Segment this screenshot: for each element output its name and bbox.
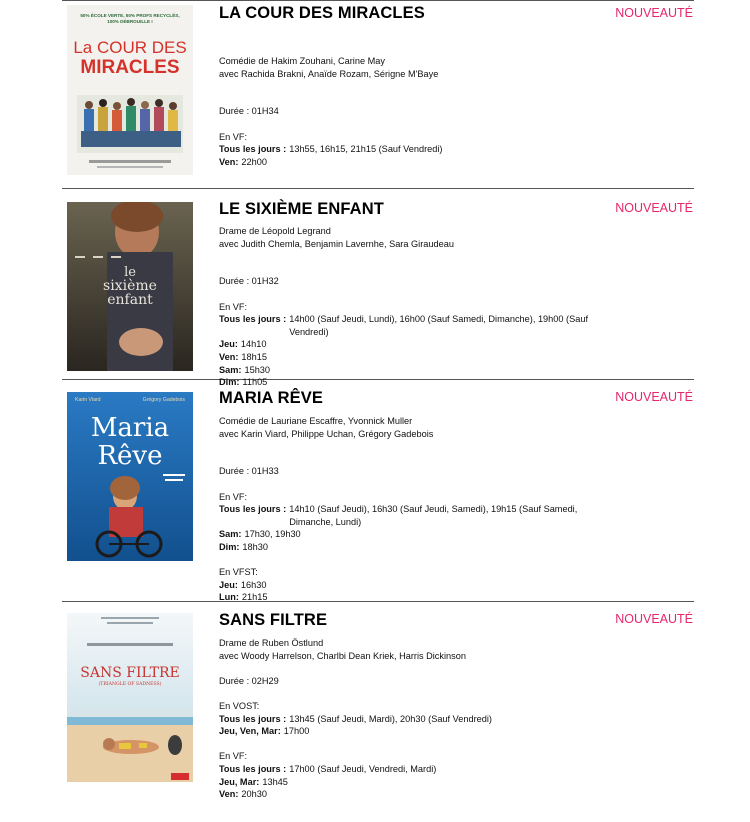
showtime-line [219, 376, 649, 389]
showtime-days: Ven: [219, 789, 239, 800]
poster-credit: Karin Viard [75, 397, 101, 403]
new-release-badge: NOUVEAUTÉ [615, 390, 693, 404]
poster-title-line1: SANS FILTRE [80, 665, 180, 681]
duration: Durée : 01H33 [219, 466, 279, 477]
showtime-days: Ven: [219, 156, 239, 167]
showtime-times: 14h10 (Sauf Jeudi), 16h30 (Sauf Jeudi, Samedi), 19h15 (Sauf Samedi, Dimanche, Lundi) [289, 504, 578, 527]
showtime-times: 18h15 [241, 351, 267, 362]
film-title: SANS FILTRE [219, 611, 328, 629]
duration: Durée : 01H32 [219, 276, 279, 287]
showtime-times: 13h45 [262, 776, 288, 787]
showtime-times: 22h00 [241, 156, 267, 167]
duration: Durée : 01H34 [219, 106, 279, 117]
version-label: En VOST: [219, 700, 260, 711]
svg-text:50% ÉCOLE VERTE, 50% PROFS REC: 50% ÉCOLE VERTE, 50% PROFS RECYCLÉS, [80, 13, 180, 18]
showtime-times: 13h55, 16h15, 21h15 (Sauf Vendredi) [289, 144, 443, 155]
showtime-days: Ven: [219, 351, 239, 362]
genre-director: Comédie de Hakim Zouhani, Carine May [219, 56, 385, 66]
showtime-line [219, 763, 649, 776]
film-title: LA COUR DES MIRACLES [219, 4, 425, 22]
showtime-times: 14h00 (Sauf Jeudi, Lundi), 16h00 (Sauf Samedi, Dimanche), 19h00 (Sauf Vendredi) [289, 314, 589, 337]
film-poster[interactable] [67, 613, 193, 782]
cast: avec Karin Viard, Philippe Uchan, Grégory Gadebois [219, 428, 434, 439]
showtime-line [219, 528, 649, 541]
new-release-badge: NOUVEAUTÉ [615, 6, 693, 20]
film-title: LE SIXIÈME ENFANT [219, 200, 384, 218]
showtime-days: Dim: [219, 377, 240, 388]
showtime-line [219, 313, 629, 338]
version-label: En VF: [219, 131, 248, 142]
film-info [219, 637, 649, 801]
showtime-times: 11h05 [242, 377, 268, 388]
showtime-times: 17h00 [283, 726, 310, 737]
showtime-line [219, 788, 649, 801]
film-title: MARIA RÊVE [219, 389, 323, 407]
showtime-line [219, 713, 649, 726]
showtime-times: 16h30 [240, 579, 267, 590]
showtime-days: Jeu, Ven, Mar: [219, 726, 281, 737]
poster-title-line1: La COUR DES [73, 38, 187, 57]
duration: Durée : 02H29 [219, 675, 279, 686]
poster-title-line2: Rêve [97, 441, 163, 471]
poster-title-line3: enfant [107, 292, 153, 308]
showtime-times: 15h30 [244, 364, 271, 375]
showtime-days: Tous les jours : [219, 713, 287, 724]
film-info [219, 415, 649, 604]
showtime-days: Lun: [219, 592, 239, 603]
separator-top [62, 0, 694, 1]
film-poster[interactable] [67, 392, 193, 561]
poster-title-line1: le [124, 265, 136, 280]
new-release-badge: NOUVEAUTÉ [615, 612, 693, 626]
showtime-times: 20h30 [241, 789, 267, 800]
showtime-days: Tous les jours : [219, 144, 287, 155]
showtime-line [219, 591, 649, 604]
showtime-days: Sam: [219, 364, 242, 375]
showtime-days: Jeu: [219, 339, 238, 350]
cast: avec Woody Harrelson, Charlbi Dean Kriek, Harris Dickinson [219, 650, 466, 661]
showtime-days: Jeu: [219, 579, 238, 590]
showtime-line [219, 364, 649, 377]
version-label: En VF: [219, 301, 248, 312]
film-poster[interactable] [67, 202, 193, 371]
svg-text:100% DÉBROUILLE !: 100% DÉBROUILLE ! [107, 19, 153, 24]
showtime-days: Sam: [219, 529, 242, 540]
showtime-days: Dim: [219, 541, 240, 552]
cast: avec Judith Chemla, Benjamin Lavernhe, Sara Giraudeau [219, 238, 454, 249]
showtime-times: 18h30 [242, 541, 268, 552]
poster-image [67, 392, 193, 561]
genre-director: Comédie de Lauriane Escaffre, Yvonnick Muller [219, 416, 413, 426]
genre-director: Drame de Léopold Legrand [219, 226, 331, 236]
showtime-line [219, 143, 649, 156]
showtime-times: 21h15 [241, 592, 268, 603]
poster-title-line2: (TRIANGLE OF SADNESS) [98, 682, 162, 687]
film-info [219, 55, 649, 168]
new-release-badge: NOUVEAUTÉ [615, 201, 693, 215]
poster-image [67, 613, 193, 782]
poster-credit: Grégory Gadebois [142, 397, 185, 403]
showtime-line [219, 156, 649, 169]
poster-image [67, 5, 193, 175]
version-label: En VF: [219, 491, 248, 502]
version-label: En VF: [219, 751, 248, 762]
showtime-days: Jeu, Mar: [219, 776, 260, 787]
film-info [219, 225, 649, 389]
showtime-days: Tous les jours : [219, 314, 287, 325]
showtime-line [219, 351, 649, 364]
poster-title-line2: MIRACLES [80, 57, 180, 78]
poster-image [67, 202, 193, 371]
separator [62, 188, 694, 189]
poster-title-line1: Maria [90, 413, 170, 443]
film-poster[interactable] [67, 5, 193, 175]
showtime-times: 17h30, 19h30 [244, 529, 301, 540]
showtime-line [219, 338, 649, 351]
showtime-times: 17h00 (Sauf Jeudi, Vendredi, Mardi) [289, 763, 437, 774]
showtime-line [219, 503, 619, 528]
showtime-line [219, 579, 649, 592]
showtime-times: 14h10 [240, 339, 267, 350]
showtime-line [219, 776, 649, 789]
showtime-days: Tous les jours : [219, 763, 287, 774]
genre-director: Drame de Ruben Östlund [219, 638, 324, 648]
showtime-line [219, 541, 649, 554]
cast: avec Rachida Brakni, Anaïde Rozam, Sérigne M'Baye [219, 68, 439, 79]
showtime-line [219, 725, 649, 738]
showtime-days: Tous les jours : [219, 504, 287, 515]
poster-title-line2: sixième [103, 278, 157, 294]
version-label: En VFST: [219, 567, 258, 578]
showtime-times: 13h45 (Sauf Jeudi, Mardi), 20h30 (Sauf Vendredi) [289, 713, 492, 724]
